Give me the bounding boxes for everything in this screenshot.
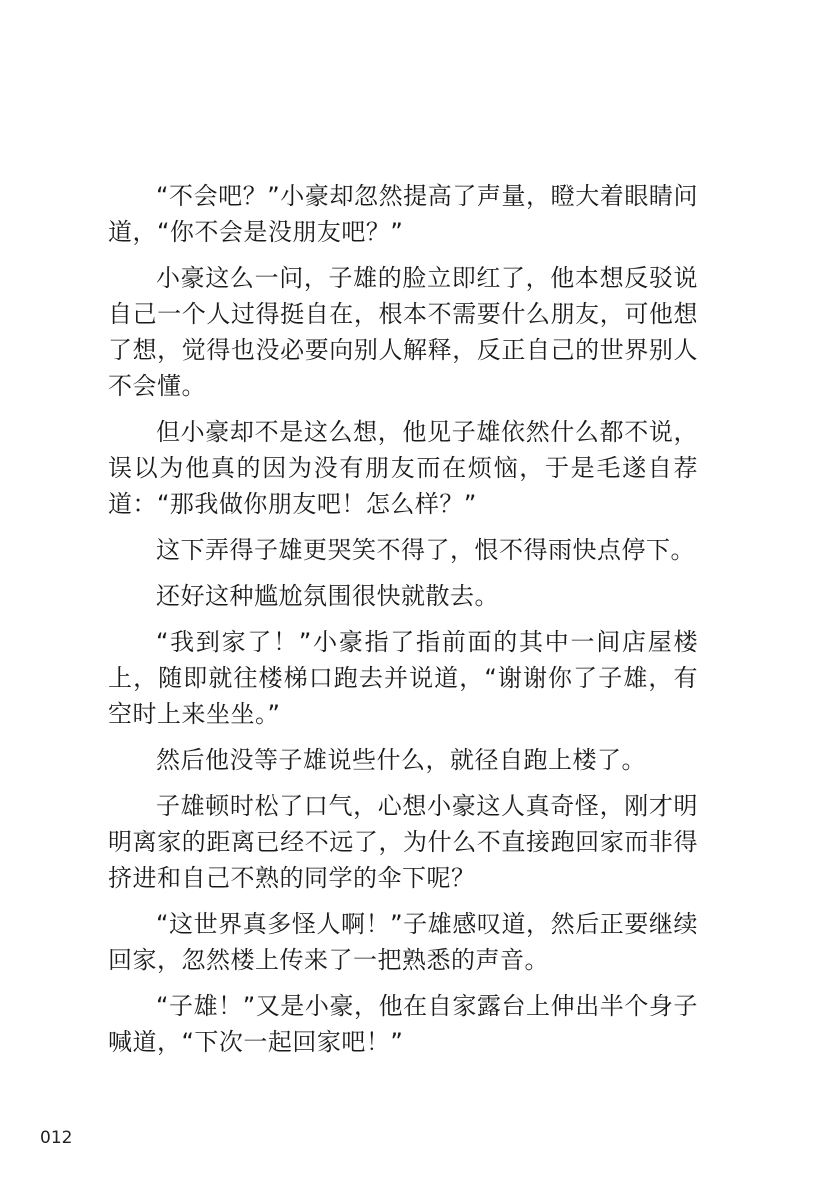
body-text (108, 178, 698, 1070)
paragraph: 这下弄得子雄更哭笑不得了，恨不得雨快点停下。 (156, 536, 695, 564)
paragraph: 小豪这么一问，子雄的脸立即红了，他本想反驳说自己一个人过得挺自在，根本不需要什么朋友，可他想了想，觉得也没必要向别人解释，反正自己的世界别人不会懂。 (108, 264, 698, 400)
page-number: 012 (40, 1128, 73, 1148)
paragraph: 但小豪却不是这么想，他见子雄依然什么都不说，误以为他真的因为没有朋友而在烦恼，于是毛遂自荐道：“那我做你朋友吧！怎么样？” (108, 418, 698, 518)
paragraph: 然后他没等子雄说些什么，就径自跑上楼了。 (156, 746, 646, 774)
paragraph: “不会吧？”小豪却忽然提高了声量，瞪大着眼睛问道，“你不会是没朋友吧？” (108, 182, 698, 246)
paragraph: “子雄！”又是小豪，他在自家露台上伸出半个身子喊道，“下次一起回家吧！” (108, 992, 698, 1056)
paragraph: 子雄顿时松了口气，心想小豪这人真奇怪，刚才明明离家的距离已经不远了，为什么不直接跑回家而非得挤进和自己不熟的同学的伞下呢？ (108, 792, 698, 892)
paragraph: 还好这种尴尬氛围很快就散去。 (156, 582, 499, 610)
paragraph: “我到家了！”小豪指了指前面的其中一间店屋楼上，随即就往楼梯口跑去并说道，“谢谢你了子雄，有空时上来坐坐。” (108, 628, 698, 728)
paragraph: “这世界真多怪人啊！”子雄感叹道，然后正要继续回家，忽然楼上传来了一把熟悉的声音。 (108, 910, 698, 974)
